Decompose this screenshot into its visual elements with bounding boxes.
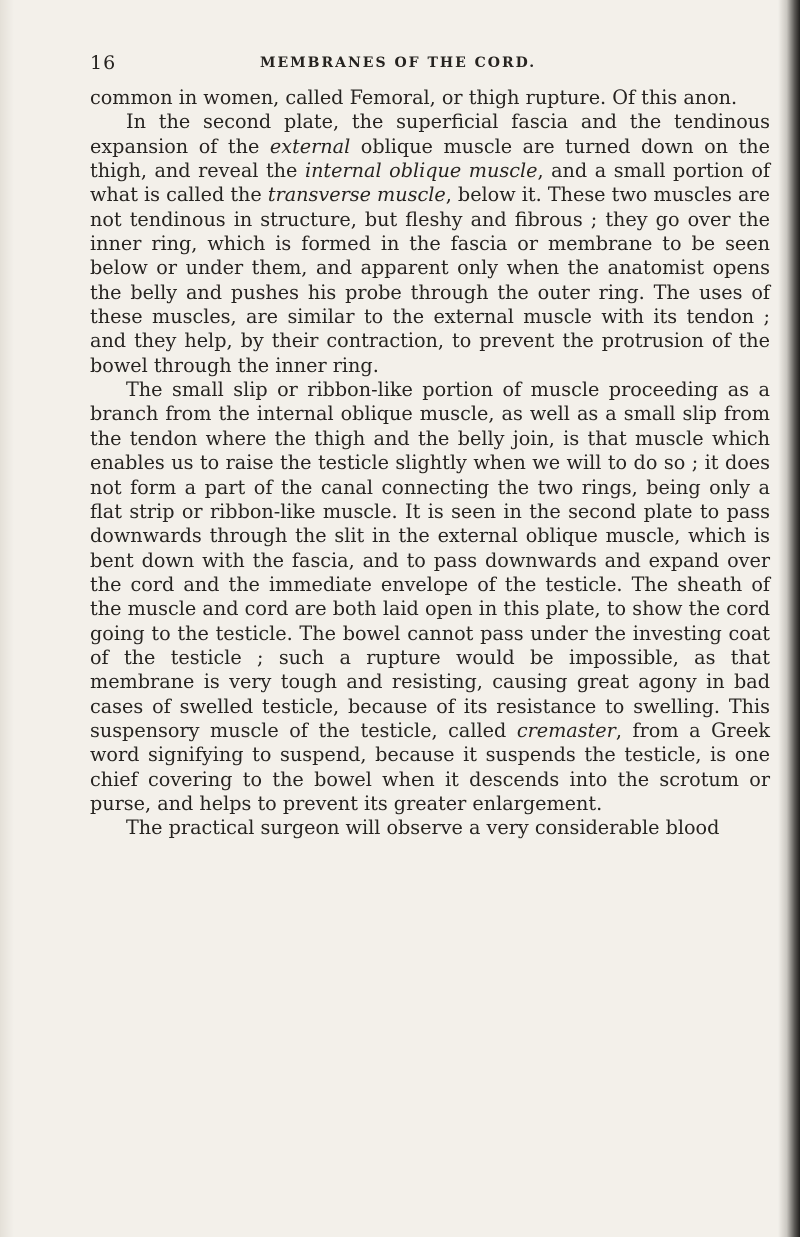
text-run: In the second plate, the superficial fascia and the tendinous expansion of the [90, 110, 770, 158]
text-run: The small slip or ribbon-like portion of muscle proceeding as a branch from the internal oblique muscle, as well as a small slip from the tendon where the thigh and the belly join, is that muscle which enables us to raise the testicle slightly when we will to do so ; it does not form a part of the canal connecting the two rings, being only a flat strip or ribbon-like muscle. It is seen in the second plate to pass downwards through the slit in the external oblique muscle, which is bent down with the fascia, and to pass downwards and expand over the cord and the immediate envelope of the testicle. The sheath of the muscle and cord are both laid open in this plate, to show the cord going to the testicle. The bowel cannot pass under the investing coat of the testicle ; such a rupture would be impossible, as that membrane is very tough and resisting, causing great agony in bad cases of swelled testicle, because of its resistance to swelling. This suspensory muscle of the testicle, called [90, 378, 770, 742]
text-run: , from a Greek word signifying to suspend, because it suspends the testicle, is one chief covering to the bowel when it descends into the scrotum or purse, and helps to prevent its greater enlargement. [90, 718, 770, 815]
italic-term: external [269, 134, 351, 158]
page-gutter-shade [0, 0, 14, 1237]
text-run: The practical surgeon will observe a very considerable blood [126, 816, 720, 840]
running-head: MEMBRANES OF THE CORD. [260, 55, 537, 71]
paragraph-p1 [90, 86, 770, 110]
italic-term: cremaster [516, 718, 616, 742]
paragraph-p3 [90, 378, 770, 816]
italic-term: internal oblique muscle [304, 159, 538, 183]
text-run: , and a small portion of what is called the [90, 159, 770, 207]
paragraph-p4 [90, 816, 770, 840]
paragraph-p2 [90, 110, 770, 378]
body-text [90, 86, 770, 841]
text-run: oblique muscle are turned down on the thigh, and reveal the [90, 134, 770, 183]
text-run: common in women, called Femoral, or thigh rupture. Of this anon. [90, 86, 738, 109]
page-number: 16 [90, 52, 117, 74]
italic-term: transverse muscle [267, 183, 446, 207]
page-header [90, 52, 770, 82]
page-edge-shadow [778, 0, 800, 1237]
text-run: , below it. These two muscles are not tendinous in structure, but fleshy and fibrous ; they go over the inner ring, which is formed in the fascia or membrane to be seen below or under them, and apparent only when the anatomist opens the belly and pushes his probe through the outer ring. The uses of these muscles, are similar to the external muscle with its tendon ; and they help, by their contraction, to prevent the protrusion of the bowel through the inner ring. [90, 183, 770, 377]
